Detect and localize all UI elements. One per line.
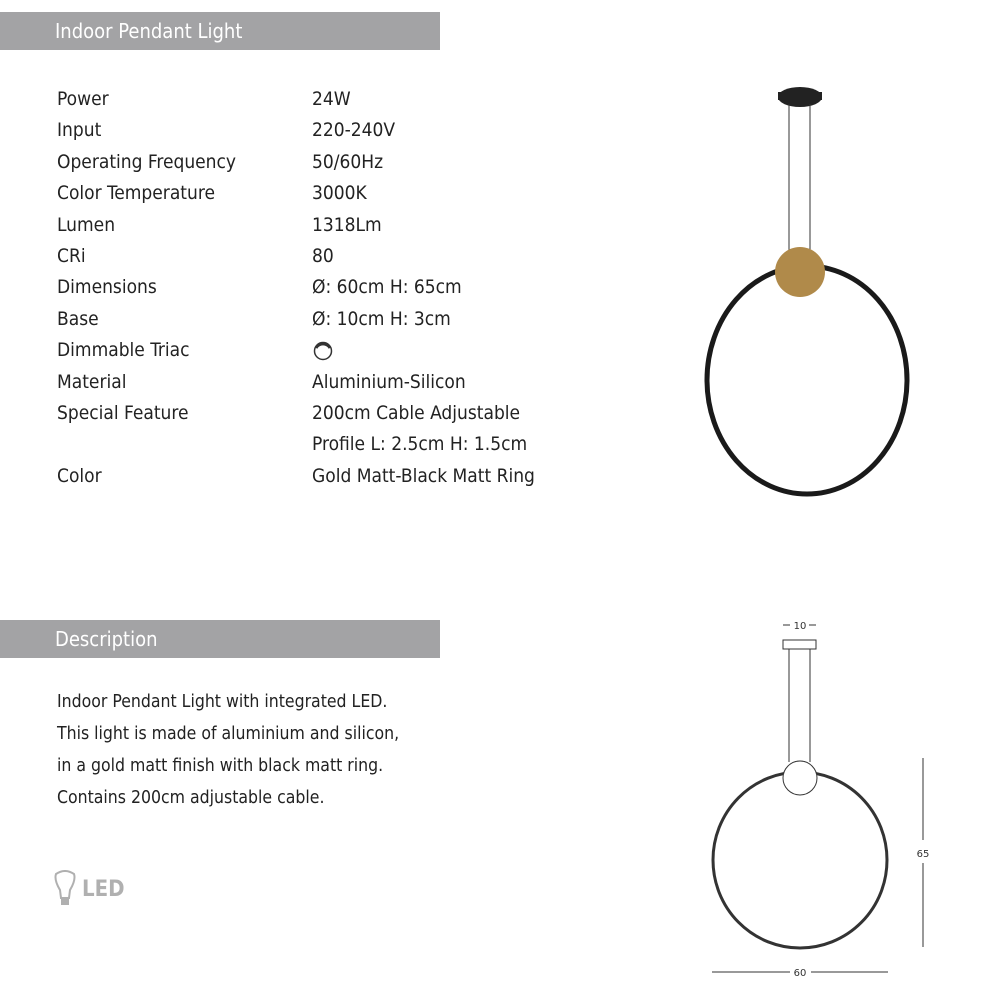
spec-label: Dimmable Triac	[57, 339, 190, 362]
spec-value: 200cm Cable Adjustable	[312, 402, 521, 424]
spec-value: 80	[312, 245, 334, 267]
product-title: Indoor Pendant Light	[55, 19, 243, 43]
spec-label: Power	[57, 88, 109, 110]
spec-value: Aluminium-Silicon	[312, 370, 466, 393]
dimension-drawing	[712, 625, 923, 972]
dimension-top: 10	[793, 621, 807, 632]
spec-value: Profile L: 2.5cm H: 1.5cm	[312, 433, 528, 456]
spec-value: 24W	[312, 88, 351, 110]
spec-value: Ø: 10cm H: 3cm	[312, 307, 451, 330]
spec-label: Base	[57, 307, 99, 330]
spec-label: Color	[57, 464, 102, 487]
description-line: Contains 200cm adjustable cable.	[57, 788, 325, 808]
spec-value: Ø: 60cm H: 65cm	[312, 276, 462, 299]
description-line: in a gold matt finish with black matt ring.	[57, 756, 384, 776]
spec-value: 3000K	[312, 182, 367, 205]
spec-value: 220-240V	[312, 119, 396, 142]
spec-label: Special Feature	[57, 402, 189, 424]
product-photo	[707, 87, 907, 494]
spec-value: 1318Lm	[312, 213, 382, 236]
description-line: Indoor Pendant Light with integrated LED.	[57, 692, 388, 712]
dimension-height: 65	[916, 849, 930, 860]
spec-value: Gold Matt-Black Matt Ring	[312, 464, 535, 487]
spec-label: Color Temperature	[57, 182, 215, 205]
led-label: LED	[82, 876, 125, 902]
description-title: Description	[55, 627, 158, 651]
spec-value: 50/60Hz	[312, 150, 384, 173]
spec-label: CRi	[57, 245, 86, 267]
spec-label: Operating Frequency	[57, 150, 237, 173]
spec-label: Lumen	[57, 213, 116, 236]
dimension-width: 60	[793, 968, 807, 979]
spec-label: Material	[57, 370, 127, 393]
spec-label: Input	[57, 119, 102, 142]
spec-label: Dimensions	[57, 276, 157, 299]
description-line: This light is made of aluminium and silicon,	[57, 724, 400, 744]
